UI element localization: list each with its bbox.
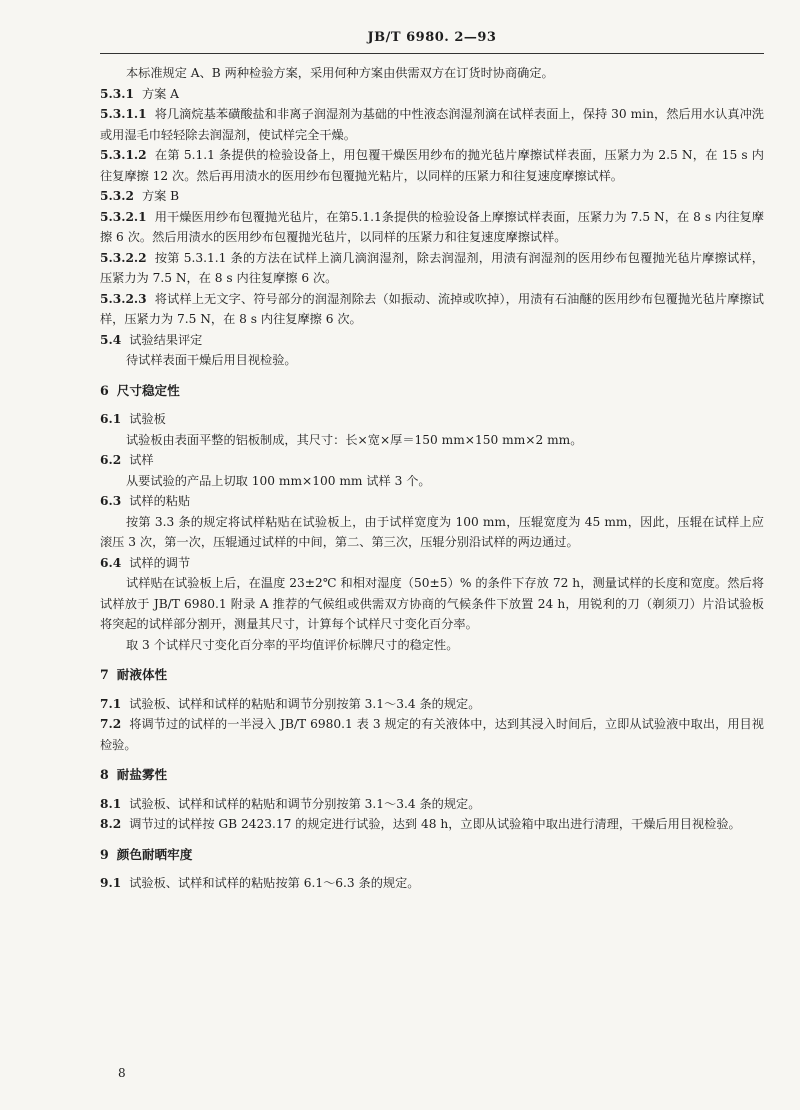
paragraph: 取 3 个试样尺寸变化百分率的平均值评价标牌尺寸的稳定性。 <box>126 637 459 652</box>
paragraph: 待试样表面干燥后用目视检验。 <box>126 353 297 367</box>
paragraph: 本标准规定 A、B 两种检验方案，采用何种方案由供需双方在订货时协商确定。 <box>126 66 554 80</box>
clause: 5.3.2.3 将试样上无文字、符号部分的润湿剂除去（如振动、流掉或吹掉），用渍有石油醚的医用纱布包覆抛光毡片摩擦试样，压紧力为 7.5 N，在 8 s 内往复摩擦 6 次。 <box>100 291 764 326</box>
subsection-heading: 6.3 试样的粘贴 <box>100 494 191 508</box>
clause: 5.3.1.1 将几滴烷基苯磺酸盐和非离子润湿剂为基础的中性液态润湿剂滴在试样表面上，保持 30 min，然后用水认真冲洗或用湿毛巾轻轻除去润湿剂，使试样完全干燥。 <box>100 107 764 142</box>
subsection-heading: 5.3.2 方案 B <box>100 189 180 203</box>
clause: 5.3.1.2 在第 5.1.1 条提供的检验设备上，用包覆干燥医用纱布的抛光毡片摩擦试样表面，压紧力为 2.5 N，在 15 s 内往复摩擦 12 次。然后再用渍水的医用纱布包覆抛光粘片，以同样的压紧力和往复速度摩擦试样。 <box>100 148 764 183</box>
document-body <box>100 63 764 894</box>
subsection-heading: 6.1 试验板 <box>100 412 166 426</box>
clause: 9.1 试验板、试样和试样的粘贴按第 6.1～6.3 条的规定。 <box>100 876 420 890</box>
subsection-heading: 6.4 试样的调节 <box>100 555 191 570</box>
paragraph: 按第 3.3 条的规定将试样粘贴在试验板上，由于试样宽度为 100 mm，压辊宽度为 45 mm，因此，压辊在试样上应滚压 3 次，第一次，压辊通过试样的中间，第二、第三次，压辊分别沿试样的两边通过。 <box>100 514 764 549</box>
clause: 8.2 调节过的试样按 GB 2423.17 的规定进行试验，达到 48 h，立即从试验箱中取出进行清理，干燥后用目视检验。 <box>100 817 741 831</box>
subsection-heading: 5.4 试验结果评定 <box>100 332 203 347</box>
page-number: 8 <box>118 1066 126 1080</box>
subsection-heading: 5.3.1 方案 A <box>100 86 179 101</box>
section-heading: 9 颜色耐晒牢度 <box>100 846 193 862</box>
header-rule <box>100 53 764 54</box>
document-header: JB/T 6980. 2—93 <box>367 30 497 45</box>
paragraph: 试样贴在试验板上后，在温度 23±2℃ 和相对湿度（50±5）% 的条件下存放 72 h，测量试样的长度和宽度。然后将试样放于 JB/T 6980.1 附录 A 推荐的气候组或供需双方协商的气候条件下放置 24 h，用锐利的刀（剃须刀）片沿试验板将突起的试样部分割开，测量其尺寸，计算每个试样尺寸变化百分率。 <box>100 576 764 631</box>
section-heading: 6 尺寸稳定性 <box>100 382 180 398</box>
clause: 7.1 试验板、试样和试样的粘贴和调节分别按第 3.1～3.4 条的规定。 <box>100 696 481 711</box>
clause: 8.1 试验板、试样和试样的粘贴和调节分别按第 3.1～3.4 条的规定。 <box>100 796 481 811</box>
section-heading: 7 耐液体性 <box>100 667 168 682</box>
paragraph: 试验板由表面平整的铝板制成，其尺寸：长×宽×厚＝150 mm×150 mm×2 mm。 <box>126 432 583 447</box>
section-heading: 8 耐盐雾性 <box>100 767 168 782</box>
clause: 7.2 将调节过的试样的一半浸入 JB/T 6980.1 表 3 规定的有关液体中，达到其浸入时间后，立即从试验液中取出，用目视检验。 <box>100 717 764 752</box>
paragraph: 从要试验的产品上切取 100 mm×100 mm 试样 3 个。 <box>126 473 431 488</box>
clause: 5.3.2.2 按第 5.3.1.1 条的方法在试样上滴几滴润湿剂，除去润湿剂，用渍有润湿剂的医用纱布包覆抛光毡片摩擦试样，压紧力为 7.5 N，在 8 s 内往复摩擦 6 次。 <box>100 250 764 285</box>
subsection-heading: 6.2 试样 <box>100 453 154 467</box>
clause: 5.3.2.1 用干燥医用纱布包覆抛光毡片，在第5.1.1条提供的检验设备上摩擦试样表面，压紧力为 7.5 N，在 8 s 内往复摩擦 6 次。然后用渍水的医用纱布包覆抛光毡片，以同样的压紧力和往复速度摩擦试样。 <box>100 209 764 244</box>
